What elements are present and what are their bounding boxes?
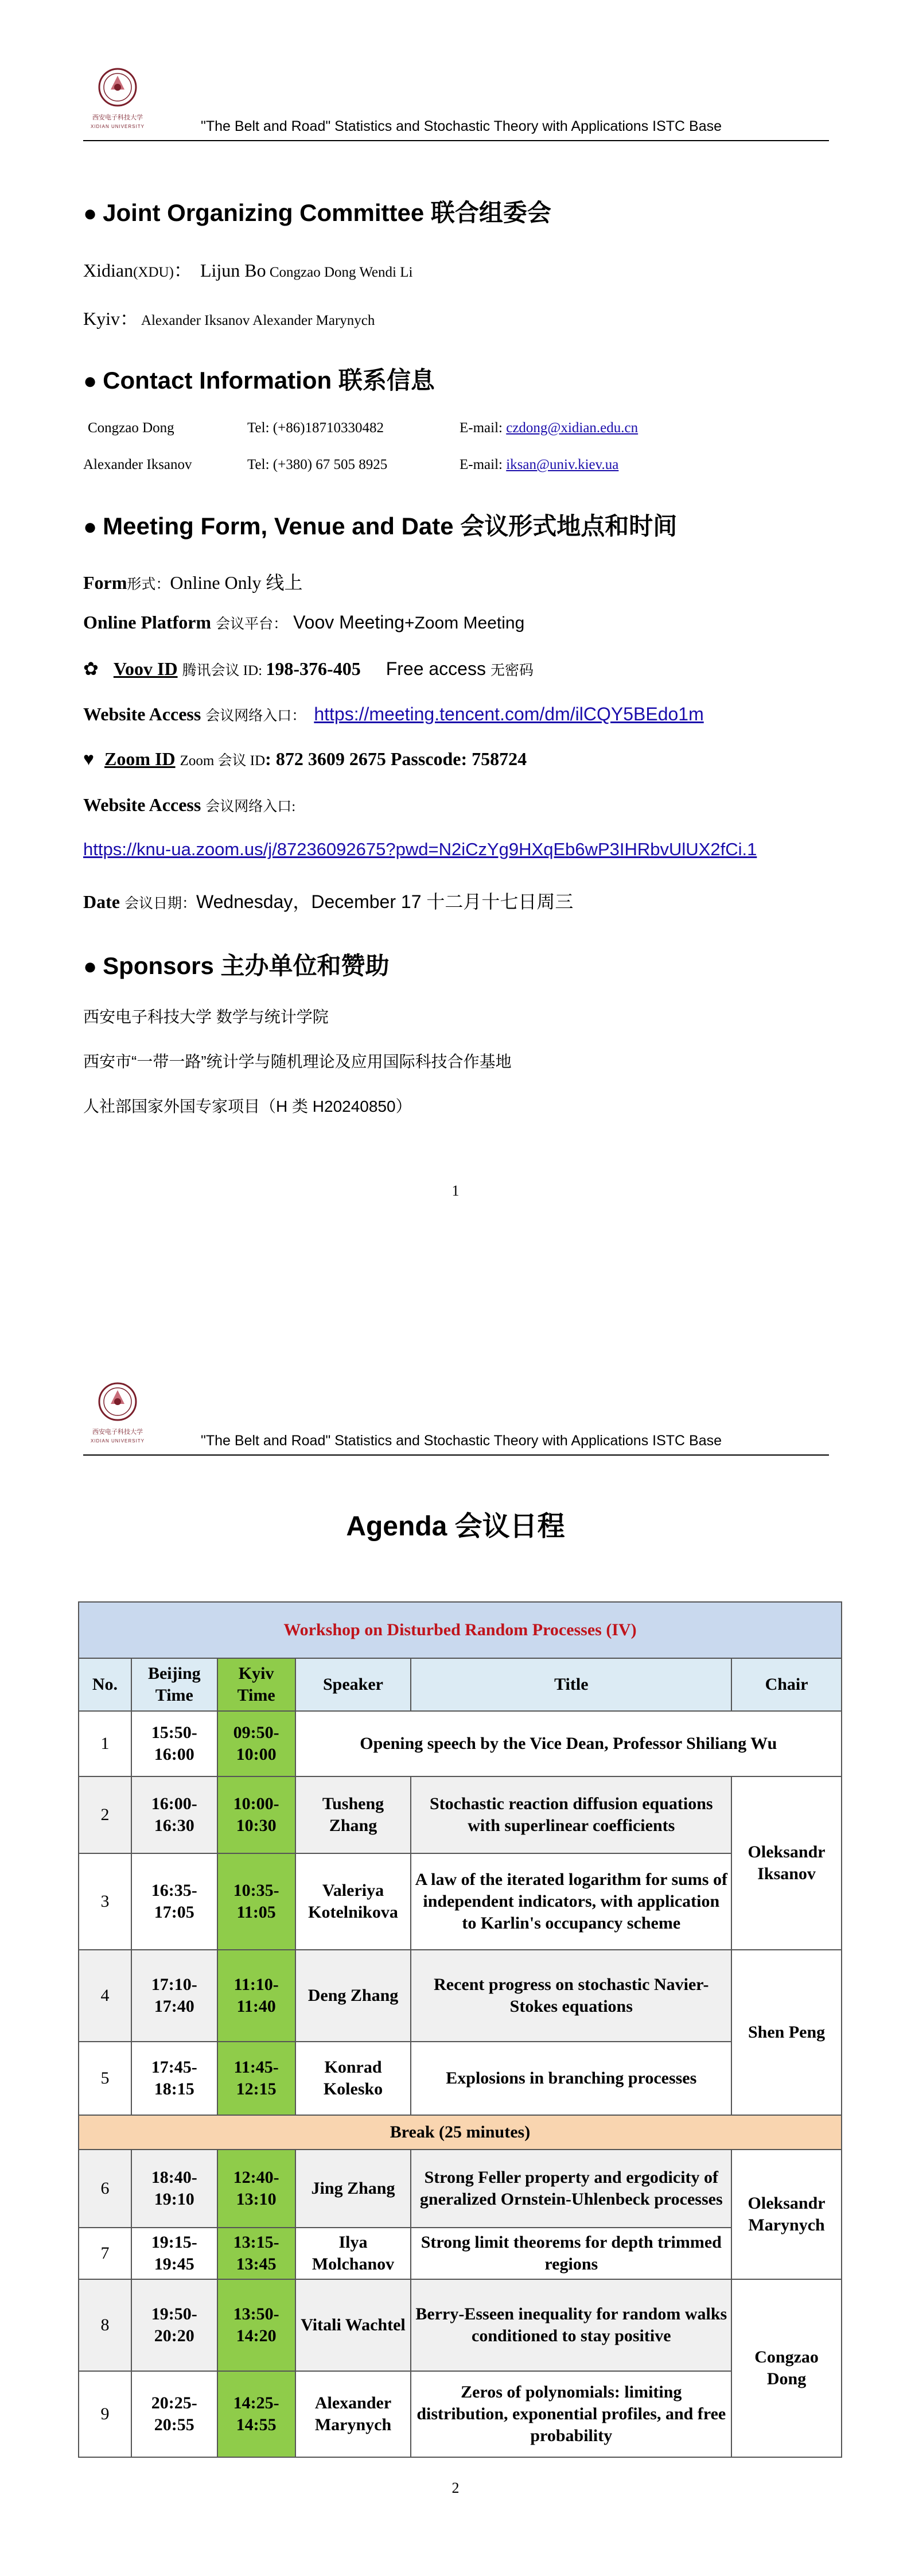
row-number: 8 <box>79 2279 131 2371</box>
talk-title: A law of the iterated logarithm for sums of independent indicators, with application to Karlin's occupancy scheme <box>411 1853 731 1950</box>
flower-icon: ✿ <box>83 658 99 679</box>
university-logo-icon <box>83 64 152 133</box>
contact-row: Alexander Iksanov Tel: (+380) 67 505 8925 E-mail: iksan@univ.kiev.ua <box>83 457 619 472</box>
committee-heading: ● Joint Organizing Committee 联合组委会 <box>83 199 551 226</box>
page-number: 2 <box>451 2480 460 2496</box>
table-row <box>79 2228 842 2279</box>
kyiv-time: 11:45-12:15 <box>217 2042 295 2115</box>
sponsors-heading: ● Sponsors 主办单位和赞助 <box>83 952 390 979</box>
talk-title: Zeros of polynomials: limiting distribution, exponential profiles, and free probability <box>411 2371 731 2457</box>
voov-id: ✿ Voov ID 腾讯会议 ID: 198-376-405 Free access 无密码 <box>83 658 534 679</box>
kyiv-time: 09:50-10:00 <box>217 1711 295 1776</box>
beijing-time: 17:45-18:15 <box>131 2042 217 2115</box>
table-row <box>79 1776 842 1853</box>
chair: Oleksandr Iksanov <box>731 1776 842 1950</box>
speaker: Jing Zhang <box>295 2150 411 2228</box>
beijing-time: 19:50-20:20 <box>131 2279 217 2371</box>
chair: Shen Peng <box>731 1950 842 2115</box>
speaker: Ilya Molchanov <box>295 2228 411 2279</box>
opening-speech: Opening speech by the Vice Dean, Professor Shiliang Wu <box>295 1711 842 1776</box>
speaker: Konrad Kolesko <box>295 2042 411 2115</box>
header-title: "The Belt and Road" Statistics and Stochastic Theory with Applications ISTC Base <box>201 1433 722 1449</box>
logo-text: 西安电子科技大学 <box>92 1428 143 1436</box>
column-header: Speaker <box>295 1658 411 1711</box>
meeting-form: Form形式：Online Only 线上 <box>83 572 303 593</box>
speaker: Vitali Wachtel <box>295 2279 411 2371</box>
sponsor-line: 人社部国家外国专家项目（H 类 H20240850） <box>83 1097 412 1115</box>
sponsor-line: 西安电子科技大学 数学与统计学院 <box>83 1008 329 1026</box>
page-number: 1 <box>451 1182 460 1199</box>
kyiv-time: 11:10-11:40 <box>217 1950 295 2042</box>
kyiv-time: 13:50-14:20 <box>217 2279 295 2371</box>
bullet-icon: ● <box>83 514 98 540</box>
beijing-time: 18:40-19:10 <box>131 2150 217 2228</box>
talk-title: Explosions in branching processes <box>411 2042 731 2115</box>
chair: Congzao Dong <box>731 2279 842 2457</box>
speaker: Valeriya Kotelnikova <box>295 1853 411 1950</box>
row-number: 2 <box>79 1776 131 1853</box>
meeting-platform: Online Platform 会议平台： Voov Meeting+Zoom Meeting <box>83 612 525 633</box>
sponsor-line: 西安市“一带一路”统计学与随机理论及应用国际科技合作基地 <box>83 1053 512 1070</box>
speaker: Alexander Marynych <box>295 2371 411 2457</box>
table-row <box>79 2042 842 2115</box>
heart-icon: ♥ <box>83 748 94 769</box>
meeting-date: Date 会议日期：Wednesday，December 17 十二月十七日周三 <box>83 891 574 912</box>
bullet-icon: ● <box>83 954 98 979</box>
page-header <box>83 1379 829 1456</box>
talk-title: Strong Feller property and ergodicity of gneralized Ornstein-Uhlenbeck processes <box>411 2150 731 2228</box>
logo-text: 西安电子科技大学 <box>92 114 143 121</box>
kyiv-time: 12:40-13:10 <box>217 2150 295 2228</box>
speaker: Tusheng Zhang <box>295 1776 411 1853</box>
column-header: Beijing Time <box>131 1658 217 1711</box>
bullet-icon: ● <box>83 201 98 226</box>
beijing-time: 16:00-16:30 <box>131 1776 217 1853</box>
column-header: Title <box>411 1658 731 1711</box>
beijing-time: 19:15-19:45 <box>131 2228 217 2279</box>
kyiv-time: 13:15-13:45 <box>217 2228 295 2279</box>
column-header: No. <box>79 1658 131 1711</box>
agenda-table <box>78 1601 842 2458</box>
voov-link[interactable]: https://meeting.tencent.com/dm/ilCQY5BEdo1m <box>314 704 704 724</box>
speaker: Deng Zhang <box>295 1950 411 2042</box>
kyiv-time: 10:35-11:05 <box>217 1853 295 1950</box>
kyiv-time: 10:00-10:30 <box>217 1776 295 1853</box>
talk-title: Strong limit theorems for depth trimmed regions <box>411 2228 731 2279</box>
row-number: 5 <box>79 2042 131 2115</box>
email-link[interactable]: iksan@univ.kiev.ua <box>506 457 619 472</box>
logo-subtext: XIDIAN UNIVERSITY <box>91 124 145 129</box>
chair: Oleksandr Marynych <box>731 2150 842 2279</box>
email-link[interactable]: czdong@xidian.edu.cn <box>506 420 639 436</box>
contact-heading: ● Contact Information 联系信息 <box>83 367 435 394</box>
university-logo-icon <box>83 1379 152 1448</box>
column-header: Chair <box>731 1658 842 1711</box>
zoom-id: ♥ Zoom ID Zoom 会议 ID: 872 3609 2675 Passcode: 758724 <box>83 748 527 769</box>
zoom-website: Website Access 会议网络入口: <box>83 794 296 815</box>
contact-row: Congzao Dong Tel: (+86)18710330482 E-mail: czdong@xidian.edu.cn <box>88 420 639 436</box>
row-number: 1 <box>79 1711 131 1776</box>
beijing-time: 17:10-17:40 <box>131 1950 217 2042</box>
table-row <box>79 1711 842 1776</box>
break-label: Break (25 minutes) <box>79 2115 842 2150</box>
break-row <box>79 2115 842 2150</box>
committee-xidian: Xidian(XDU)： Lijun Bo Congzao Dong Wendi Li <box>83 260 413 281</box>
talk-title: Stochastic reaction diffusion equations with superlinear coefficients <box>411 1776 731 1853</box>
beijing-time: 15:50-16:00 <box>131 1711 217 1776</box>
committee-kyiv: Kyiv： Alexander Iksanov Alexander Marynych <box>83 308 375 329</box>
table-row <box>79 1853 842 1950</box>
page-header <box>83 64 829 141</box>
table-row <box>79 2279 842 2371</box>
row-number: 3 <box>79 1853 131 1950</box>
talk-title: Berry-Esseen inequality for random walks conditioned to stay positive <box>411 2279 731 2371</box>
bullet-icon: ● <box>83 368 98 394</box>
row-number: 6 <box>79 2150 131 2228</box>
workshop-title: Workshop on Disturbed Random Processes (IV) <box>79 1602 842 1658</box>
talk-title: Recent progress on stochastic Navier-Stokes equations <box>411 1950 731 2042</box>
workshop-row <box>79 1602 842 1658</box>
zoom-link[interactable]: https://knu-ua.zoom.us/j/87236092675?pwd=N2iCzYg9HXqEb6wP3IHRbvUlUX2fCi.1 <box>83 839 757 859</box>
table-row <box>79 1950 842 2042</box>
column-header: Kyiv Time <box>217 1658 295 1711</box>
row-number: 9 <box>79 2371 131 2457</box>
voov-website: Website Access 会议网络入口： https://meeting.tencent.com/dm/ilCQY5BEdo1m <box>83 704 704 724</box>
meeting-heading: ● Meeting Form, Venue and Date 会议形式地点和时间 <box>83 513 678 540</box>
table-header-row <box>79 1658 842 1711</box>
kyiv-time: 14:25-14:55 <box>217 2371 295 2457</box>
table-row <box>79 2371 842 2457</box>
row-number: 4 <box>79 1950 131 2042</box>
header-title: "The Belt and Road" Statistics and Stochastic Theory with Applications ISTC Base <box>201 118 722 134</box>
logo-subtext: XIDIAN UNIVERSITY <box>91 1438 145 1444</box>
row-number: 7 <box>79 2228 131 2279</box>
beijing-time: 20:25-20:55 <box>131 2371 217 2457</box>
page-2 <box>0 1314 911 2576</box>
table-row <box>79 2150 842 2228</box>
beijing-time: 16:35-17:05 <box>131 1853 217 1950</box>
agenda-title: Agenda 会议日程 <box>346 1511 565 1542</box>
